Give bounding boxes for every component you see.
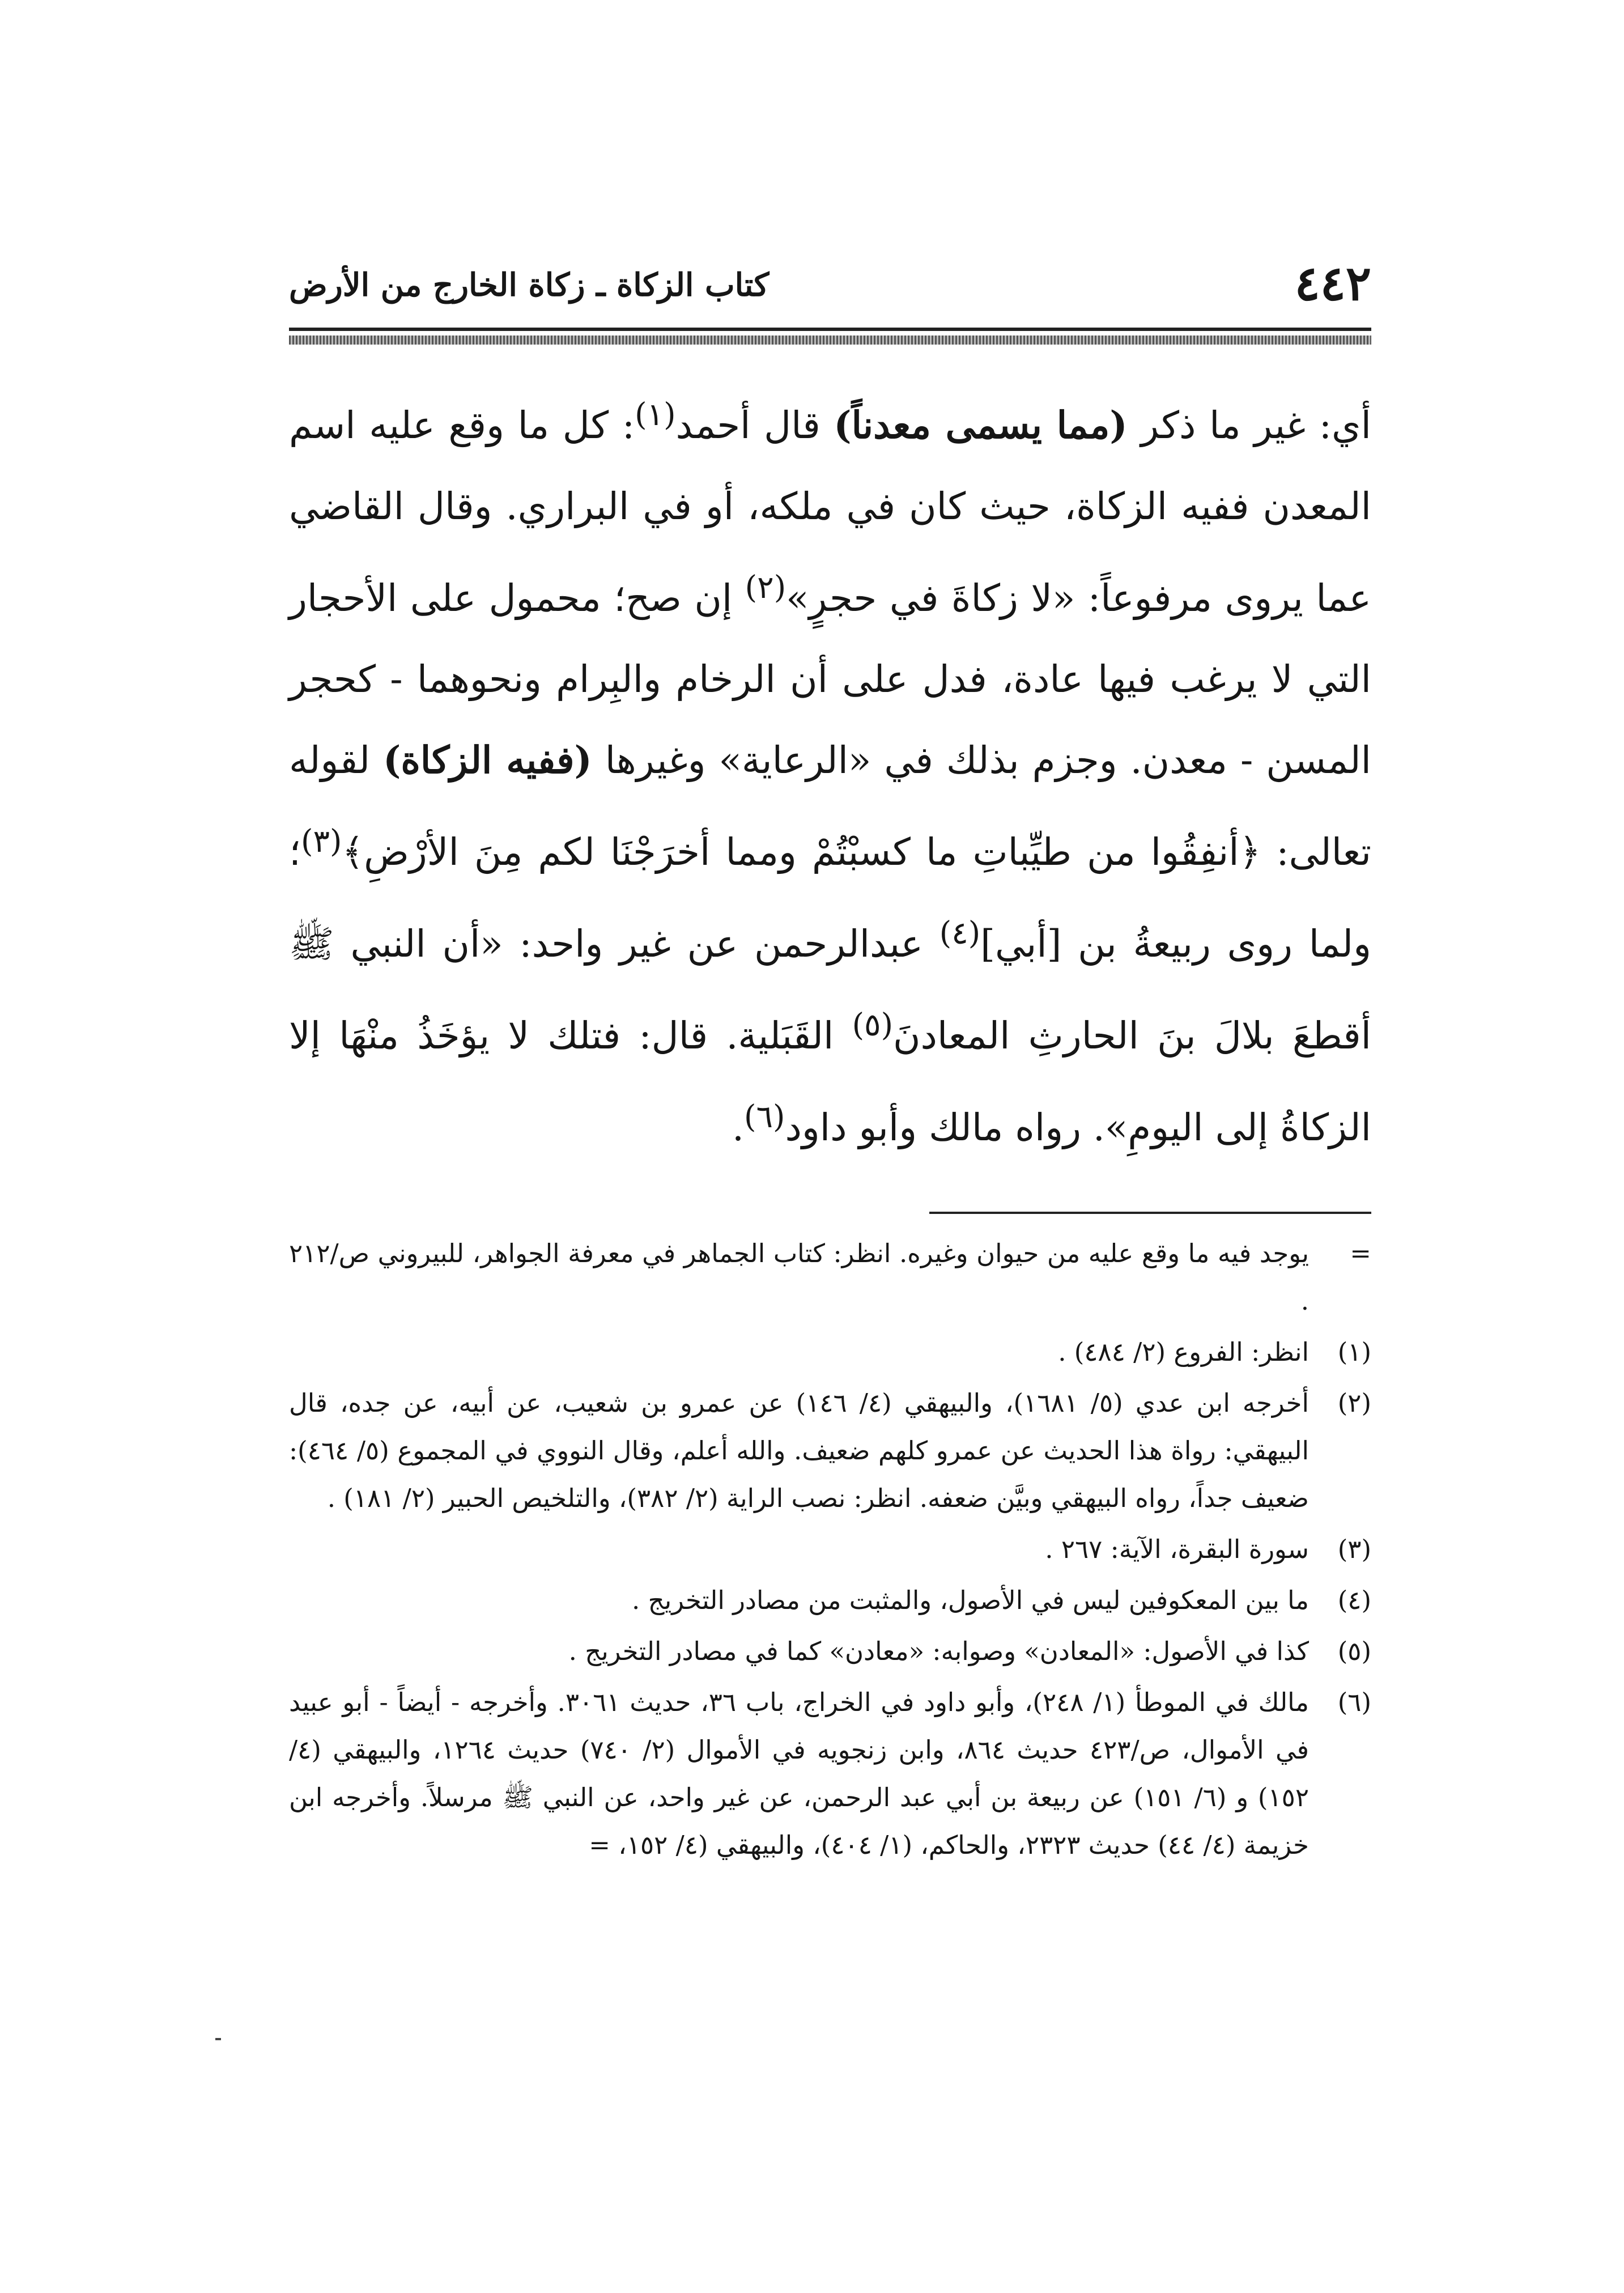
scan-speck	[215, 2038, 221, 2040]
text-run: عبدالرحمن عن غير واحد: «أن النبي ﷺ أقطعَ بلالَ بنَ الحارثِ المعادنَ	[289, 922, 1371, 1058]
text-run: : كل ما وقع عليه اسم المعدن ففيه الزكاة، حيث كان في ملكه، أو في البراري. وقال القاضي عما يروى مرفوعاً: «لا زكاةَ في حجرٍ»	[289, 404, 1371, 620]
header-rule	[289, 328, 1371, 331]
text-run: ؛ ولما روى ربيعةُ بن [أبي]	[289, 830, 1372, 966]
text-run: أي: غير ما ذكر	[1127, 404, 1371, 447]
footnote-marker: (٤)	[1337, 1585, 1371, 1615]
footnote-text: ما بين المعكوفين ليس في الأصول، والمثبت من مصادر التخريج .	[632, 1585, 1309, 1615]
footnote-ref: (٢)	[745, 569, 787, 605]
footnote-1	[289, 1328, 1371, 1376]
footnote-6	[289, 1679, 1371, 1869]
footnote-marker: (٣)	[1337, 1534, 1371, 1564]
footnote-text: سورة البقرة، الآية: ٢٦٧ .	[1045, 1534, 1309, 1564]
footnote-marker: =	[1350, 1238, 1371, 1268]
footnote-2	[289, 1379, 1371, 1522]
footnote-separator	[929, 1212, 1371, 1214]
footnote-text: أخرجه ابن عدي (٥/ ١٦٨١)، والبيهقي (٤/ ١٤٦) عن عمرو بن شعيب، عن أبيه، عن جده، قال البيهقي: رواة هذا الحديث عن عمرو كلهم ضعيف. والله أعلم، وقال النووي في المجموع (٥/ ٤٦٤): ضعيف جداً، رواه البيهقي وبيَّن ضعفه. انظر: نصب الراية (٢/ ٣٨٢)، والتلخيص الحبير (٢/ ١٨١) .	[289, 1388, 1309, 1513]
header-rule-decorative	[289, 336, 1371, 345]
footnote-continued	[289, 1230, 1371, 1325]
footnote-marker: (٦)	[1337, 1687, 1371, 1717]
footnote-text: انظر: الفروع (٢/ ٤٨٤) .	[1058, 1337, 1309, 1367]
chapter-title: كتاب الزكاة ـ زكاة الخارج من الأرض	[289, 266, 770, 304]
footnote-ref: (١)	[635, 396, 676, 432]
footnote-ref: (٦)	[744, 1098, 785, 1135]
page-number: ٤٤٢	[1294, 255, 1371, 311]
footnotes	[289, 1230, 1371, 1872]
text-run: القَبَلية. قال: فتلك لا يؤخَذُ منْهَا إلا الزكاةُ إلى اليومِ». رواه مالك وأبو داود	[289, 1014, 1371, 1149]
main-text	[289, 374, 1371, 1168]
footnote-4	[289, 1577, 1371, 1624]
footnote-5	[289, 1628, 1371, 1675]
running-head	[289, 249, 1371, 329]
main-paragraph	[289, 374, 1371, 1168]
footnote-ref: (٤)	[939, 915, 981, 951]
footnote-marker: (٥)	[1337, 1636, 1371, 1666]
bold-quote: (مما يسمى معدناً)	[834, 403, 1128, 447]
text-run: .	[732, 1106, 744, 1149]
footnote-text: يوجد فيه ما وقع عليه من حيوان وغيره. انظر: كتاب الجماهر في معرفة الجواهر، للبيروني ص/٢١٢ .	[289, 1238, 1309, 1316]
footnote-text: مالك في الموطأ (١/ ٢٤٨)، وأبو داود في الخراج، باب ٣٦، حديث ٣٠٦١. وأخرجه - أيضاً - أبو عبيد في الأموال، ص/٤٢٣ حديث ٨٦٤، وابن زنجويه في الأموال (٢/ ٧٤٠) حديث ١٢٦٤، والبيهقي (٤/ ١٥٢) و (٦/ ١٥١) عن ربيعة بن أبي عبد الرحمن، عن غير واحد، عن النبي ﷺ مرسلاً. وأخرجه ابن خزيمة (٤/ ٤٤) حديث ٢٣٢٣، والحاكم، (١/ ٤٠٤)، والبيهقي (٤/ ١٥٢، =	[289, 1687, 1310, 1860]
text-run: قال أحمد	[675, 404, 834, 447]
footnote-ref: (٣)	[300, 823, 342, 859]
footnote-ref: (٥)	[852, 1007, 894, 1043]
footnote-marker: (٢)	[1337, 1388, 1371, 1418]
bold-quote: (ففيه الزكاة)	[383, 738, 592, 782]
footnote-text: كذا في الأصول: «المعادن» وصوابه: «معادن» كما في مصادر التخريج .	[568, 1636, 1309, 1666]
text-run: لقوله تعالى: ﴿أنفِقُوا من طيِّباتِ ما كسبْتُمْ ومما أخرَجْنَا لكم مِنَ الأرْضِ﴾	[289, 738, 1371, 874]
footnote-3	[289, 1526, 1371, 1573]
footnote-marker: (١)	[1337, 1337, 1371, 1367]
text-run: إن صح؛ محمول على الأحجار التي لا يرغب فيها عادة، فدل على أن الرخام والبِرام ونحوهما - كحجر المسن - معدن. وجزم بذلك في «الرعاية» وغيرها	[289, 576, 1371, 782]
